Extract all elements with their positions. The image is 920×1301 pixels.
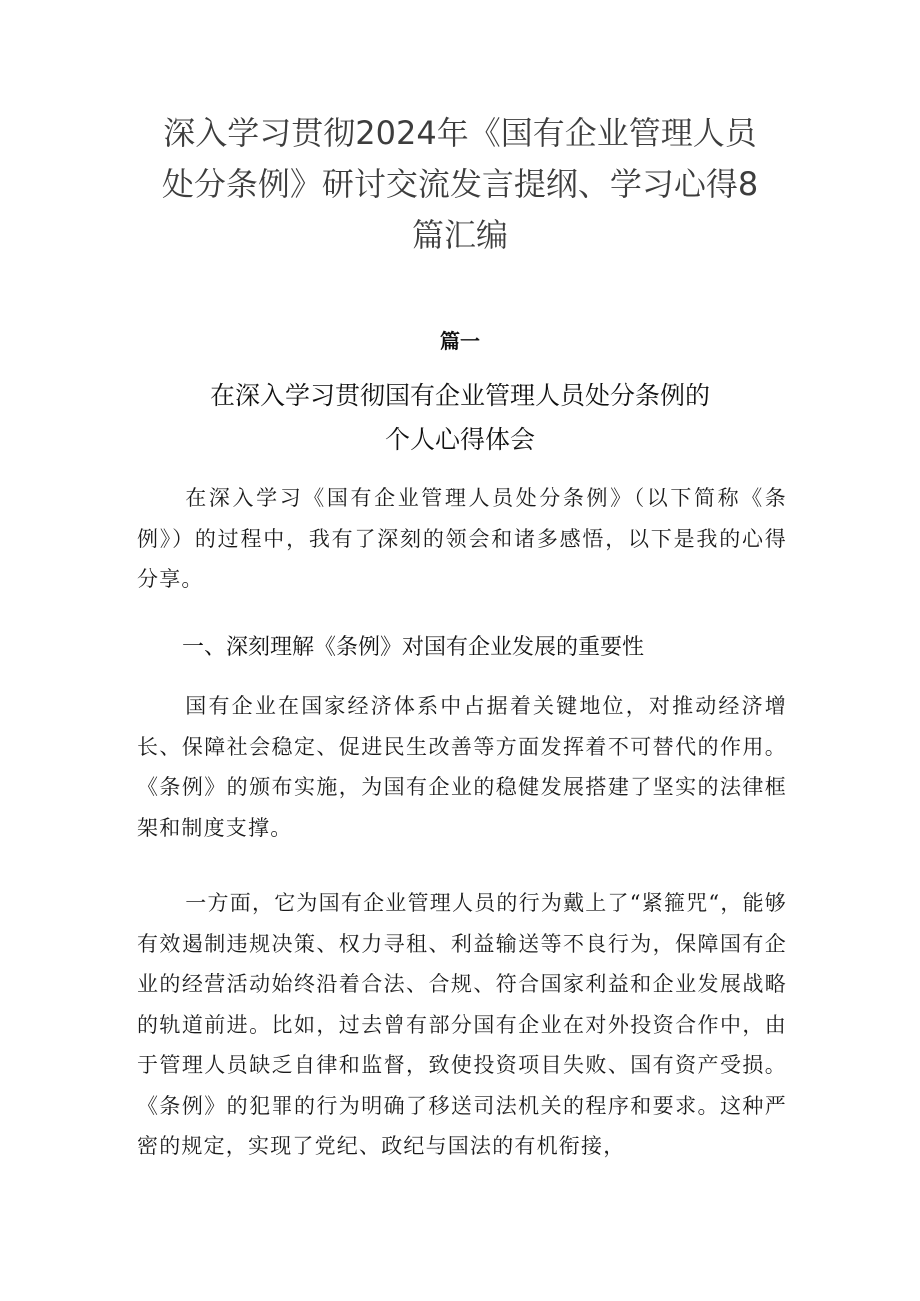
body-paragraph-2: 一方面，它为国有企业管理人员的行为戴上了“紧箍咒“，能够有效遏制违规决策、权力寻租、利益输送等不良行为，保障国有企业的经营活动始终沿着合法、合规、符合国家利益和企业发展战略的轨道前进。比如，过去曾有部分国有企业在对外投资合作中，由于管理人员缺乏自律和监督，致使投资项目失败、国有资产受损。《条例》的犯罪的行为明确了移送司法机关的程序和要求。这种严密的规定，实现了党纪、政纪与国法的有机衔接， (137, 891, 787, 1158)
subtitle-line-2: 个人心得体会 (384, 425, 535, 454)
title-line-2: 处分条例》研讨交流发言提纲、学习心得8 (161, 165, 759, 203)
title-line-3: 篇汇编 (411, 216, 508, 254)
article-subtitle (120, 374, 800, 462)
title-line-1: 深入学习贯彻2024年《国有企业管理人员 (163, 114, 757, 152)
intro-paragraph: 在深入学习《国有企业管理人员处分条例》（以下简称《条例》）的过程中，我有了深刻的领会和诸多感悟，以下是我的心得分享。 (137, 486, 787, 591)
subtitle-line-1: 在深入学习贯彻国有企业管理人员处分条例的 (209, 381, 710, 410)
body-paragraph-1: 国有企业在国家经济体系中占据着关键地位，对推动经济增长、保障社会稳定、促进民生改善等方面发挥着不可替代的作用。《条例》的颁布实施，为国有企业的稳健发展搭建了坚实的法律框架和制度支撑。 (137, 694, 787, 840)
section-heading: 一、深刻理解《条例》对国有企业发展的重要性 (182, 635, 645, 660)
part-label: 篇一 (440, 329, 480, 353)
document-title (120, 108, 800, 261)
